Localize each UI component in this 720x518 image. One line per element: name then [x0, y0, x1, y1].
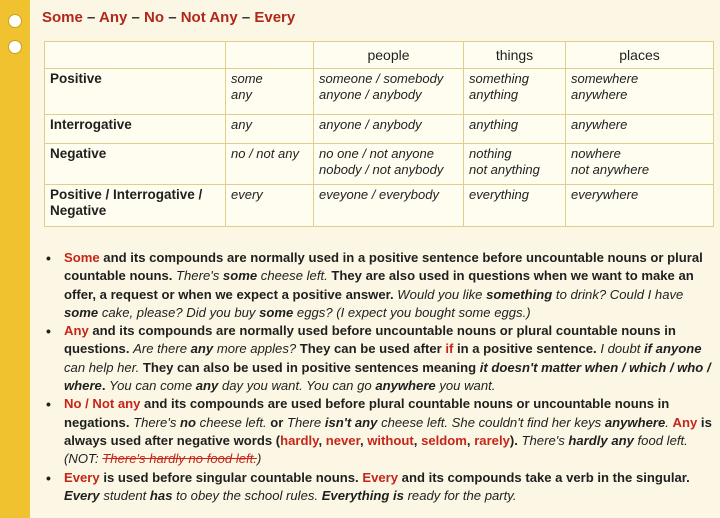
example-keyword: if anyone	[644, 341, 702, 357]
title-word: Not Any	[180, 9, 238, 26]
places-cell	[566, 69, 714, 115]
rule-text: and its compounds take a verb in the singular.	[398, 469, 690, 485]
example-keyword: isn't any	[324, 414, 378, 430]
example-keyword: some	[222, 268, 258, 284]
things-cell	[464, 144, 566, 185]
bullet-icon: •	[46, 396, 51, 413]
example-keyword: Every	[64, 487, 100, 503]
example-text: Would you like	[397, 286, 487, 302]
header-people: people	[314, 42, 464, 69]
example-text: .	[665, 414, 673, 430]
binder-hole	[8, 14, 22, 28]
rule-text: in a positive sentence.	[453, 341, 601, 357]
note-no-not-any	[44, 395, 716, 468]
title-word: Some	[42, 9, 83, 26]
example-keyword: anywhere	[375, 378, 436, 394]
example-text: You can come	[109, 378, 196, 394]
rule-text: They are also used in questions when we want to make an offer, a request or when we expect a positive answer.	[64, 268, 694, 302]
cell-line: something	[469, 71, 529, 86]
example-text: Are there	[133, 341, 191, 357]
rule-text: is always used after negative words (	[64, 414, 712, 448]
cell-line: anywhere	[571, 87, 628, 102]
example-text: cake, please? Did you buy	[98, 304, 260, 320]
keyword: Some	[64, 250, 100, 265]
keyword: /	[81, 396, 93, 412]
header-empty	[45, 42, 226, 69]
example-text: student	[99, 487, 150, 503]
header-places: places	[566, 42, 714, 69]
keyword: if	[445, 341, 454, 357]
cell-line: not anything	[469, 162, 540, 177]
rule-text: They can also be used in positive sentences meaning	[139, 359, 480, 375]
example-keyword: some	[64, 304, 99, 320]
keyword: seldom	[421, 432, 467, 448]
places-cell: everywhere	[566, 185, 714, 227]
keyword: Every	[362, 469, 399, 485]
cell-line: Negative	[50, 203, 107, 218]
grammar-page	[30, 0, 720, 518]
example-keyword: some	[259, 304, 294, 320]
binder-hole	[8, 40, 22, 54]
title-word: Every	[254, 9, 296, 26]
things-cell: everything	[464, 185, 566, 227]
row-label	[45, 185, 226, 227]
rule-text: and its compounds are normally used before uncountable nouns or plural countable nouns in questions.	[64, 323, 676, 357]
note-every	[44, 469, 716, 506]
things-cell: anything	[464, 115, 566, 144]
header-things: things	[464, 42, 566, 69]
example-text: to drink? Could I have	[552, 286, 684, 302]
rule-text: ,	[413, 432, 422, 448]
keyword: Any	[672, 414, 698, 430]
example-keyword: Everything	[321, 487, 390, 503]
table-row-negative	[45, 144, 714, 185]
row-label: Interrogative	[45, 115, 226, 144]
compounds-table	[44, 41, 714, 227]
example-keyword: anywhere	[604, 414, 666, 430]
rule-text: ,	[359, 432, 368, 448]
rule-text: They can be used after	[296, 341, 446, 357]
things-cell	[464, 69, 566, 115]
keyword: hardly	[280, 432, 319, 448]
table-header-row	[45, 42, 714, 69]
example-text: There's	[521, 432, 569, 448]
usage-notes	[44, 249, 716, 505]
rule-text: ).	[509, 432, 522, 448]
example-text: eggs? (I expect you bought some eggs.)	[293, 304, 531, 320]
example-text: There's	[176, 268, 223, 284]
title-separator: –	[241, 9, 251, 26]
keyword: Every	[64, 469, 100, 485]
rule-text: and its compounds are used before plural countable nouns or uncountable nouns in negations.	[64, 396, 670, 430]
example-text: There	[287, 414, 325, 430]
form-cell: any	[226, 115, 314, 144]
bullet-icon: •	[46, 469, 51, 486]
people-cell	[314, 144, 464, 185]
example-text: I doubt	[600, 341, 645, 357]
cell-line: somewhere	[571, 71, 639, 86]
table-row-positive	[45, 69, 714, 115]
title-word: Any	[99, 9, 128, 26]
cell-line: someone / somebody	[319, 71, 444, 86]
example-text: more apples?	[213, 341, 297, 357]
binder-margin	[0, 0, 30, 518]
example-keyword: it doesn't matter when / which / who / where	[64, 359, 711, 394]
example-keyword: has	[149, 487, 173, 503]
row-label: Positive	[45, 69, 226, 115]
rule-text: ,	[466, 432, 475, 448]
example-text: day you want. You can go	[218, 378, 376, 394]
row-label: Negative	[45, 144, 226, 185]
rule-text: .	[101, 378, 110, 394]
example-text: you want.	[435, 378, 496, 394]
rule-text: ,	[318, 432, 326, 448]
title-word: No	[144, 9, 165, 26]
keyword: never	[325, 432, 360, 448]
rule-text: or	[266, 414, 287, 430]
example-text: cheese left.	[257, 268, 328, 284]
people-cell	[314, 69, 464, 115]
example-keyword: any	[195, 378, 219, 394]
form-cell	[226, 69, 314, 115]
table-row-interrogative	[45, 115, 714, 144]
example-text: cheese left.	[196, 414, 267, 430]
example-text: can help her.	[64, 359, 140, 375]
form-cell: no / not any	[226, 144, 314, 185]
places-cell	[566, 144, 714, 185]
cell-line: no one / not anyone	[319, 146, 434, 161]
title-separator: –	[87, 9, 96, 26]
example-keyword: something	[486, 286, 553, 302]
example-keyword: any	[190, 341, 214, 357]
keyword: Not any	[92, 396, 141, 412]
people-cell: anyone / anybody	[314, 115, 464, 144]
keyword: without	[367, 432, 414, 448]
cell-line: some	[231, 71, 263, 86]
keyword: rarely	[474, 432, 510, 448]
rule-text: and its compounds are normally used in a positive sentence before uncountable nouns or plural countable nouns.	[64, 250, 703, 284]
keyword: Any	[64, 323, 89, 339]
example-text: )	[256, 451, 262, 467]
note-any	[44, 322, 716, 395]
page-title	[42, 9, 295, 26]
bullet-icon: •	[46, 323, 51, 340]
rule-text: is used before singular countable nouns.	[99, 469, 363, 485]
cell-line: any	[231, 87, 252, 102]
cell-line: Positive / Interrogative /	[50, 187, 203, 202]
example-keyword: hardly any	[568, 432, 634, 448]
header-empty	[226, 42, 314, 69]
form-cell: every	[226, 185, 314, 227]
example-text: food left. (NOT:	[64, 432, 688, 467]
cell-line: nothing	[469, 146, 512, 161]
keyword: No	[64, 396, 82, 412]
cell-line: not anywhere	[571, 162, 650, 177]
people-cell: eveyone / everybody	[314, 185, 464, 227]
cell-line: nowhere	[571, 146, 621, 161]
title-separator: –	[168, 9, 177, 26]
example-text: There's	[133, 414, 181, 430]
cell-line: nobody / not anybody	[319, 162, 444, 177]
title-separator: –	[131, 9, 140, 26]
bullet-icon: •	[46, 250, 51, 266]
table-row-positive-interrogative-negative	[45, 185, 714, 227]
example-keyword: no	[180, 414, 197, 430]
places-cell: anywhere	[566, 115, 714, 144]
example-text: ready for the party.	[403, 487, 517, 503]
example-keyword: is	[389, 487, 404, 503]
example-text: cheese left. She couldn't find her keys	[377, 414, 605, 430]
cell-line: anyone / anybody	[319, 87, 422, 102]
note-some	[44, 249, 716, 322]
example-text: to obey the school rules.	[172, 487, 322, 503]
incorrect-example: There's hardly no food left.	[102, 451, 257, 467]
cell-line: anything	[469, 87, 519, 102]
